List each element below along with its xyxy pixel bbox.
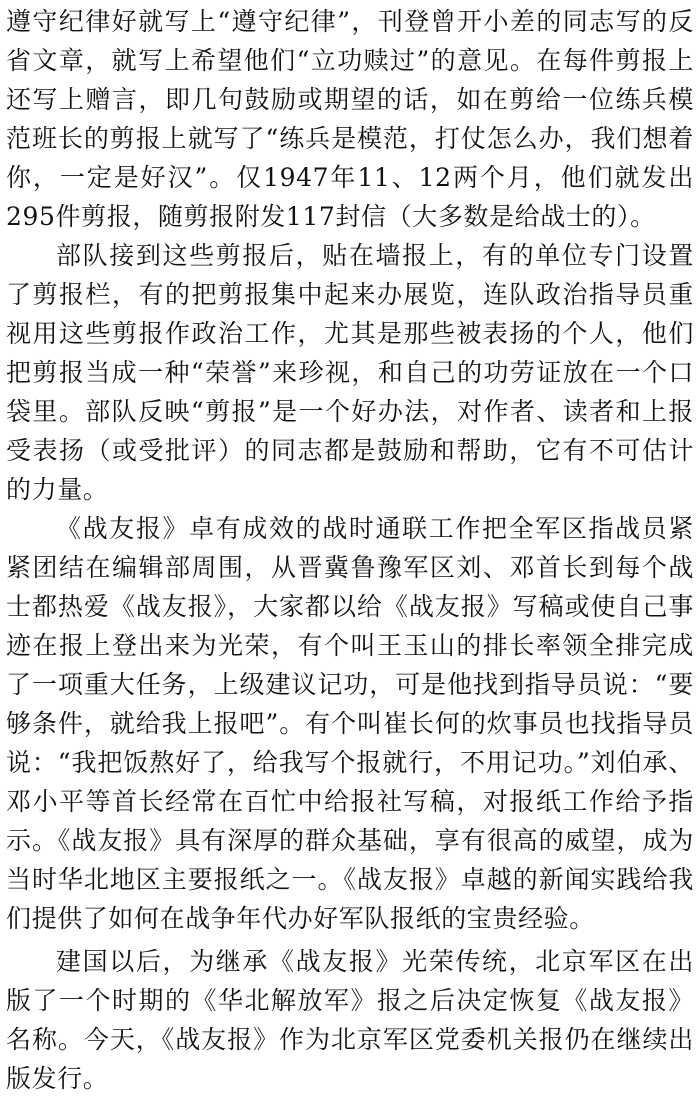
body-text bbox=[6, 2, 694, 1098]
paragraph-1: 遵守纪律好就写上“遵守纪律”，刊登曾开小差的同志写的反省文章，就写上希望他们“立功赎过”的意见。在每件剪报上还写上赠言，即几句鼓励或期望的话，如在剪给一位练兵模范班长的剪报上就写了“练兵是模范，打仗怎么办，我们想着你，一定是好汉”。仅1947年11、12两个月，他们就发出295件剪报，随剪报附发117封信（大多数是给战士的）。 bbox=[6, 7, 694, 231]
paragraph-2: 部队接到这些剪报后，贴在墙报上，有的单位专门设置了剪报栏，有的把剪报集中起来办展览，连队政治指导员重视用这些剪报作政治工作，尤其是那些被表扬的个人，他们把剪报当成一种“荣誉”来珍视，和自己的功劳证放在一个口袋里。部队反映“剪报”是一个好办法，对作者、读者和上报受表扬（或受批评）的同志都是鼓励和帮助，它有不可估计的力量。 bbox=[6, 241, 694, 504]
paragraph-3: 《战友报》卓有成效的战时通联工作把全军区指战员紧紧团结在编辑部周围，从晋冀鲁豫军区刘、邓首长到每个战士都热爱《战友报》，大家都以给《战友报》写稿或使自己事迹在报上登出来为光荣，有个叫王玉山的排长率领全排完成了一项重大任务，上级建议记功，可是他找到指导员说：“要够条件，就给我上报吧”。有个叫崔长何的炊事员也找指导员说：“我把饭熬好了，给我写个报就行，不用记功。”刘伯承、邓小平等首长经常在百忙中给报社写稿，对报纸工作给予指示。《战友报》具有深厚的群众基础，享有很高的威望，成为当时华北地区主要报纸之一。《战友报》卓越的新闻实践给我们提供了如何在战争年代办好军队报纸的宝贵经验。 bbox=[6, 514, 694, 933]
paragraph-4: 建国以后，为继承《战友报》光荣传统，北京军区在出版了一个时期的《华北解放军》报之后决定恢复《战友报》名称。今天，《战友报》作为北京军区党委机关报仍在继续出版发行。 bbox=[6, 947, 694, 1093]
